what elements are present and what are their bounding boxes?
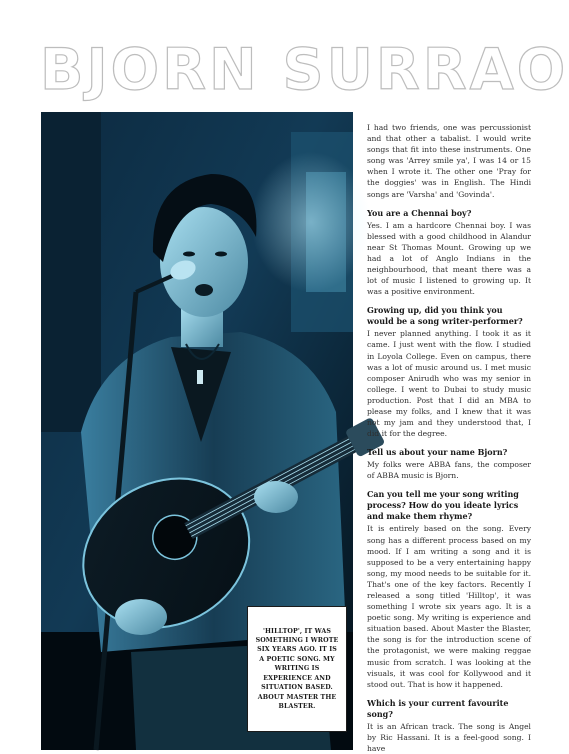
question-heading: Can you tell me your song writing process? How do you ideate lyrics and make them rhyme? xyxy=(367,489,519,522)
answer-paragraph: It is an African track. The song is Angel by Ric Hassani. It is a feel-good song. I have xyxy=(367,721,531,754)
page-title: BJORN SURRAO xyxy=(40,37,569,103)
answer-paragraph: It is entirely based on the song. Every song has a different process based on my mood. If I am writing a song and it is supposed to be a very entertaining happy song, my mood needs to be suitable for it. That's one of the key factors. Recently I released a song titled 'Hilltop', it was something I wrote six years ago. It is a poetic song. My writing is experience and situation based. About Master the Blaster, the song is for the introduction scene of the protagonist, we were making reggae music from scratch. I was looking at the visuals, it was cool for Kollywood and it stood out. That is how it happened. xyxy=(367,524,531,689)
question-heading: Growing up, did you think you would be a song writer-performer? xyxy=(367,305,523,327)
answer-paragraph: I never planned anything. I took it as it came. I just went with the flow. I studied in Loyola College. Even on campus, there was a lot of music around us. I met music composer Anirudh who was my senior in college. I went to Dubai to study music production. Post that I did an MBA to please my folks, and I knew that it was not my jam and they understood that, I did it for the degree. xyxy=(367,329,531,439)
question-heading: You are a Chennai boy? xyxy=(367,207,472,218)
pull-quote-text: 'HILLTOP', IT WAS SOMETHING I WROTE SIX YEARS AGO. IT IS A POETIC SONG. MY WRITING IS EXPERIENCE AND SITUATION BASED. ABOUT MASTER THE BLASTER. xyxy=(255,627,339,710)
question-heading: Which is your current favourite song? xyxy=(367,697,509,719)
article-intro: I had two friends, one was percussionist and that other a tabalist. I would write songs that fit into these instruments. One song was 'Arrey smile ya', I was 14 or 15 when I wrote it. The other one 'Pray for the doggies' was in English. The Hindi songs are 'Varsha' and 'Govinda'. xyxy=(367,123,531,199)
pull-quote xyxy=(247,606,347,732)
question-heading: Tell us about your name Bjorn? xyxy=(367,447,508,458)
answer-paragraph: Yes. I am a hardcore Chennai boy. I was blessed with a good childhood in Alandur near St Thomas Mount. Growing up we had a lot of Anglo Indians in the neighbourhood, that meant there was a lot of music I listened to growing up. It was a positive environment. xyxy=(367,220,531,297)
article-column xyxy=(367,122,531,754)
answer-paragraph: My folks were ABBA fans, the composer of ABBA music is Bjorn. xyxy=(367,460,531,481)
